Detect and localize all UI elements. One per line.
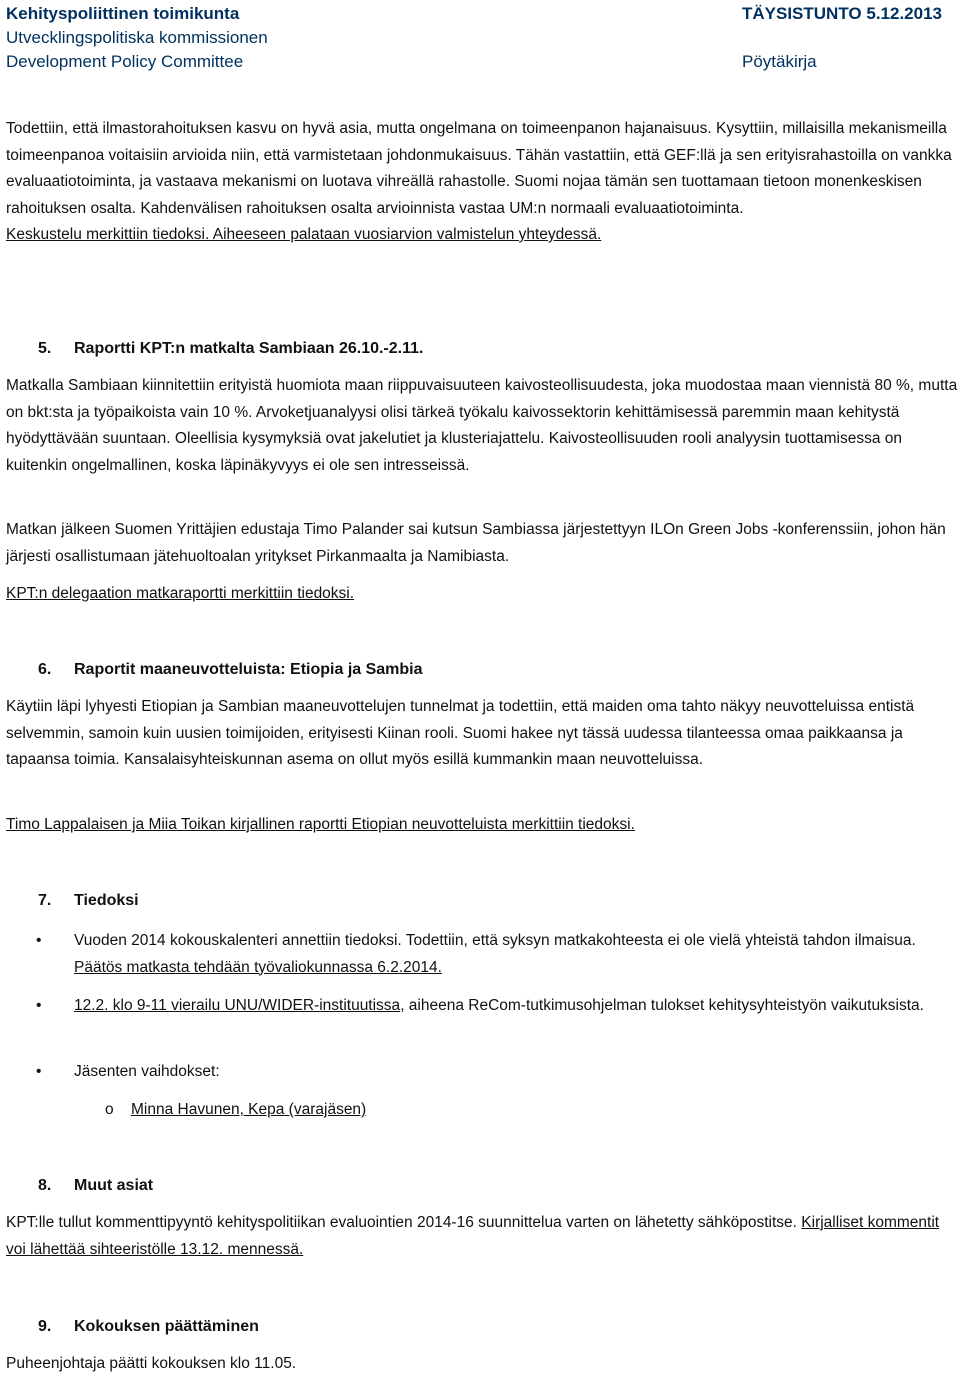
document-type: Pöytäkirja (742, 52, 817, 71)
section-9-heading: 9. Kokouksen päättäminen (38, 1318, 259, 1335)
section-5-paragraph-1: Matkalla Sambiaan kiinnitettiin erityistä huomiota maan riippuvaisuuteen kaivosteollisuudesta, joka muodostaa maan viennistä 80 %, mutta on bkt:sta ja työpaikoista vain 10 %. Arvoketjuanalyysi olisi tärkeä työkalu kaivossektorin kehittämisessä paremmin maan kehitystä hyödyttävään suuntaan. Oleellisia kysymyksiä ovat jakelutiet ja klusteriajattelu. Kaivosteollisuuden rooli analyysin tuottamisessa on kuitenkin ongelmallinen, koska läpinäkyvyys ei ole sen intresseissä. (6, 377, 958, 474)
list-item: • 12.2. klo 9-11 vierailu UNU/WIDER-instituutissa, aiheena ReCom-tutkimusohjelman tulokset kehitysyhteistyön vaikutuksista. (36, 993, 956, 1020)
section-8-heading: 8. Muut asiat (38, 1177, 154, 1194)
sub-list-item: o Minna Havunen, Kepa (varajäsen) (105, 1097, 366, 1123)
bullet-icon: • (36, 932, 42, 949)
list-item: • Vuoden 2014 kokouskalenteri annettiin tiedoksi. Todettiin, että syksyn matkakohteesta ei ole vielä yhteistä tahdon ilmaisua. Päätös matkasta tehdään työvaliokunnassa 6.2.2014. (36, 928, 956, 981)
section-7-heading: 7. Tiedoksi (38, 892, 139, 909)
bullet-icon: • (36, 997, 42, 1014)
org-name-en: Development Policy Committee (6, 52, 244, 71)
section-5-body-2 (6, 517, 958, 570)
bullet-icon: • (36, 1063, 42, 1080)
intro-decision: Keskustelu merkittiin tiedoksi. Aiheeseen palataan vuosiarvion valmistelun yhteydessä. (6, 226, 602, 243)
list-item: • Jäsenten vaihdokset: (36, 1059, 956, 1086)
section-9-body: Puheenjohtaja päätti kokouksen klo 11.05. (6, 1355, 297, 1372)
intro-paragraph: Todettiin, että ilmastorahoituksen kasvu on hyvä asia, mutta ongelmana on toimeenpanon hajanaisuus. Kysyttiin, millaisilla mekanismeilla toimeenpanoa voitaisiin arvioida niin, että varmistetaan johdonmukaisuus. Tähän vastattiin, että GEF:llä ja sen erityisrahastoilla on vankka evaluaatiotoiminta, ja vastaava mekanismi on luotava vihreällä rahastolle. Suomi nojaa tämän sen tuottamaan tietoon monenkeskisen rahoituksen osalta. Kahdenvälisen rahoituksen osalta arvioinnista vastaa UM:n normaali evaluaatiotoiminta. Keskustelu merkittiin tiedoksi. Aiheeseen palataan vuosiarvion valmistelun yhteydessä. (6, 116, 958, 249)
page-header (6, 2, 952, 74)
sub-bullet-icon: o (105, 1101, 114, 1118)
section-6-body (6, 694, 958, 774)
section-5-heading: 5. Raportti KPT:n matkalta Sambiaan 26.10.-2.11. (38, 340, 424, 357)
section-8-body: KPT:lle tullut kommenttipyyntö kehityspolitiikan evaluointien 2014-16 suunnittelua varten on lähetetty sähköpostitse. Kirjalliset kommentit voi lähettää sihteeristölle 13.12. mennessä. (6, 1214, 940, 1258)
meeting-title: TÄYSISTUNTO 5.12.2013 (742, 4, 942, 23)
section-6-paragraph-1: Käytiin läpi lyhyesti Etiopian ja Sambian maaneuvottelujen tunnelmat ja todettiin, että maiden oma tahto näkyy neuvotteluissa entistä selvemmin, samoin kuin uusien toimijoiden, erityisesti Kiinan rooli. Suomi hakee nyt tässä uudessa tilanteessa omaa paikkaansa ja tapaansa toimia. Kansalaisyhteiskunnan asema on ollut myös esillä kummankin maan neuvotteluissa. (6, 698, 915, 768)
org-name-fi: Kehityspoliittinen toimikunta (6, 4, 240, 23)
section-5-body (6, 373, 958, 479)
section-5-paragraph-2: Matkan jälkeen Suomen Yrittäjien edustaja Timo Palander sai kutsun Sambiassa järjestettyyn ILOn Green Jobs -konferenssiin, johon hän järjesti osallistumaan jätehuoltoalan yritykset Pirkanmaalta ja Namibiasta. (6, 521, 946, 565)
section-5-decision: KPT:n delegaation matkaraportti merkittiin tiedoksi. (6, 585, 355, 602)
org-name-sv: Utvecklingspolitiska kommissionen (6, 28, 268, 47)
section-6-heading: 6. Raportit maaneuvotteluista: Etiopia ja Sambia (38, 661, 423, 678)
section-6-decision: Timo Lappalaisen ja Miia Toikan kirjallinen raportti Etiopian neuvotteluista merkittiin tiedoksi. (6, 816, 635, 833)
